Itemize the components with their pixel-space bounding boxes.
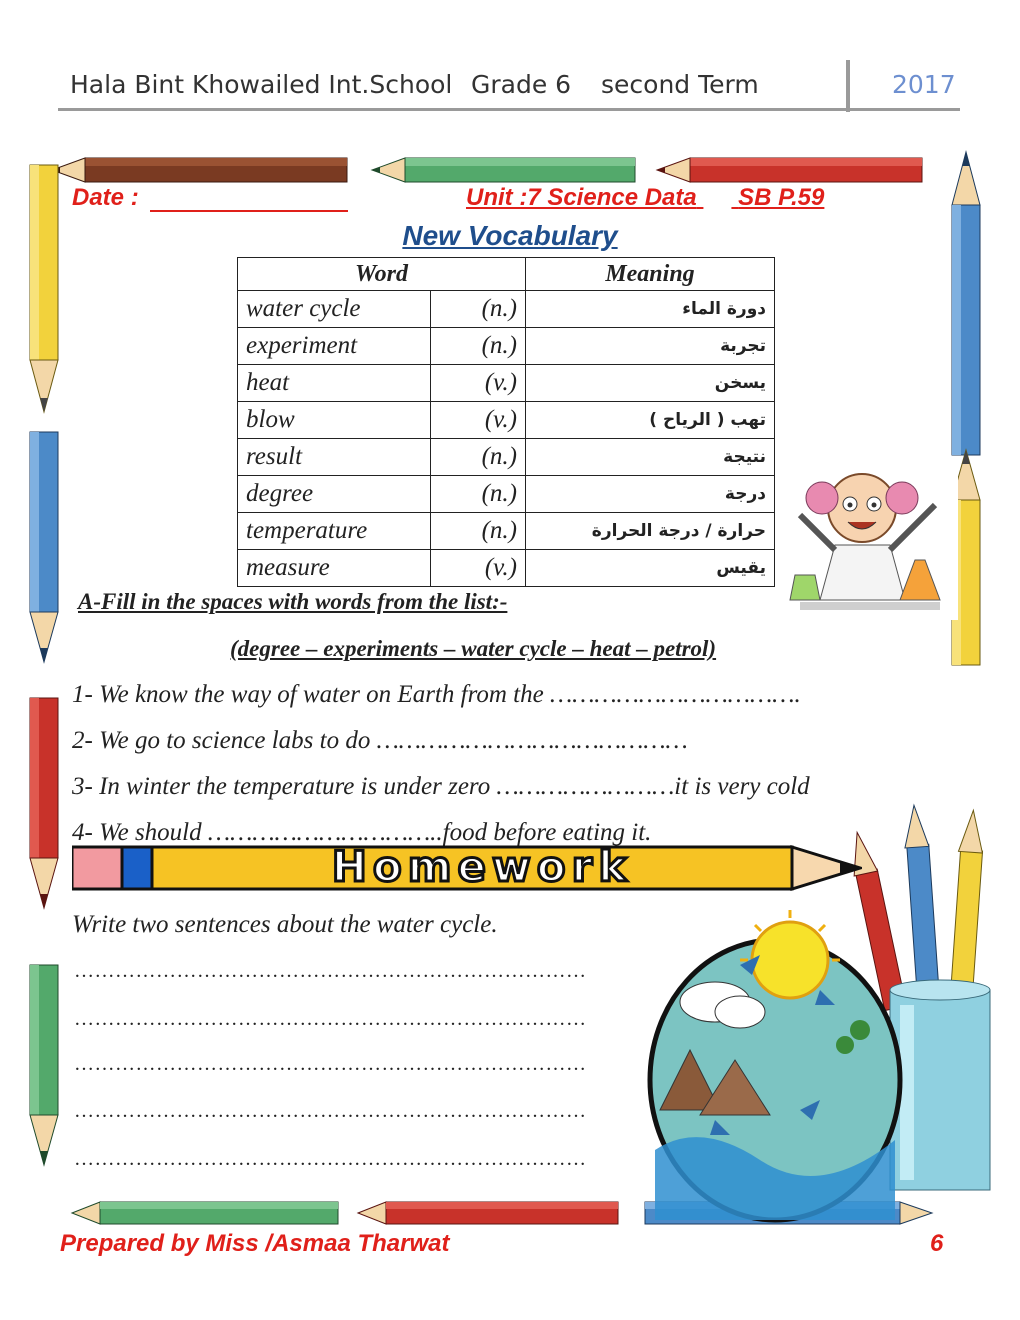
year-label: 2017 (892, 70, 956, 99)
exercise-item-2: 2- We go to science labs to do …………………………………… (72, 727, 688, 754)
pencil-green-icon (372, 158, 635, 182)
table-row (238, 513, 775, 550)
writing-line-2[interactable]: ………………………………………………………………… (74, 1008, 587, 1030)
vocab-pos: (v.) (431, 402, 526, 439)
term-label: second Term (601, 70, 759, 99)
writing-line-5[interactable]: ………………………………………………………………… (74, 1148, 587, 1170)
vocab-word: experiment (238, 328, 431, 365)
pencil-red-icon (657, 158, 922, 182)
pencil-green-left-icon (30, 965, 58, 1165)
vocab-word: measure (238, 550, 431, 587)
writing-line-3[interactable]: ………………………………………………………………… (74, 1053, 587, 1075)
vocab-word: result (238, 439, 431, 476)
vocab-title: New Vocabulary (402, 220, 618, 251)
vocab-pos: (n.) (431, 476, 526, 513)
pencil-brown-icon (52, 158, 347, 182)
page-number: 6 (930, 1230, 944, 1257)
homework-banner (72, 842, 862, 891)
col-meaning-header: Meaning (526, 258, 775, 291)
exercise-item-1: 1- We know the way of water on Earth from the ……………………………. (72, 681, 801, 708)
col-word-header: Word (238, 258, 526, 291)
homework-prompt: Write two sentences about the water cycle. (72, 911, 498, 938)
vocab-meaning: يسخن (526, 365, 775, 402)
sb-page-text: SB P.59 (738, 184, 825, 211)
vocab-meaning: تهب ( الرياح ) (526, 402, 775, 439)
table-row (238, 476, 775, 513)
vocab-pos: (n.) (431, 439, 526, 476)
unit-text: Unit :7 Science Data (466, 184, 697, 211)
vocab-word: temperature (238, 513, 431, 550)
vocab-meaning: درجة (526, 476, 775, 513)
date-label (72, 184, 139, 212)
pencil-blue-right-icon (952, 152, 980, 455)
vocab-word: heat (238, 365, 431, 402)
unit-label (466, 184, 824, 212)
vocab-header-row (238, 258, 775, 291)
page-header (70, 70, 960, 110)
word-list: (degree – experiments – water cycle – heat – petrol) (230, 636, 717, 661)
table-row (238, 439, 775, 476)
homework-banner-text: Homework (331, 842, 633, 891)
table-row (238, 291, 775, 328)
pencil-red-bottom-icon (358, 1202, 618, 1224)
vocab-meaning: دورة الماء (526, 291, 775, 328)
school-name: Hala Bint Khowailed Int.School (70, 70, 453, 99)
scientist-illustration (780, 470, 958, 620)
water-cycle-illustration (650, 910, 900, 1220)
vocab-table (237, 257, 775, 587)
vocab-meaning: حرارة / درجة الحرارة (526, 513, 775, 550)
prepared-by: Prepared by Miss /Asmaa Tharwat (60, 1230, 450, 1257)
vocab-word: degree (238, 476, 431, 513)
pencil-blue-left-icon (30, 432, 58, 662)
writing-line-1[interactable]: ………………………………………………………………… (74, 960, 587, 982)
exercise-heading: A-Fill in the spaces with words from the list:- (78, 589, 508, 614)
header-rule (58, 108, 960, 111)
vocab-pos: (n.) (431, 291, 526, 328)
vocab-meaning: يقيس (526, 550, 775, 587)
grade-label: Grade 6 (471, 70, 572, 99)
table-row (238, 365, 775, 402)
table-row (238, 328, 775, 365)
exercise-item-4: 4- We should …………………………..food before eating it. (72, 819, 652, 846)
vocab-pos: (n.) (431, 513, 526, 550)
exercise-item-3: 3- In winter the temperature is under zero ……………………it is very cold (72, 773, 810, 800)
header-divider (846, 60, 850, 112)
vocab-pos: (v.) (431, 550, 526, 587)
vocab-meaning: نتيجة (526, 439, 775, 476)
pencil-red-left-icon (30, 698, 58, 908)
vocab-word: water cycle (238, 291, 431, 328)
table-row (238, 402, 775, 439)
writing-line-4[interactable]: ………………………………………………………………… (74, 1100, 587, 1122)
pencil-green-bottom-icon (72, 1202, 338, 1224)
vocab-meaning: تجربة (526, 328, 775, 365)
vocab-word: blow (238, 402, 431, 439)
table-row (238, 550, 775, 587)
date-blank-line (150, 210, 348, 212)
vocab-pos: (v.) (431, 365, 526, 402)
date-label-text: Date : (72, 184, 139, 211)
vocab-pos: (n.) (431, 328, 526, 365)
pencil-yellow-left-icon (30, 165, 58, 412)
